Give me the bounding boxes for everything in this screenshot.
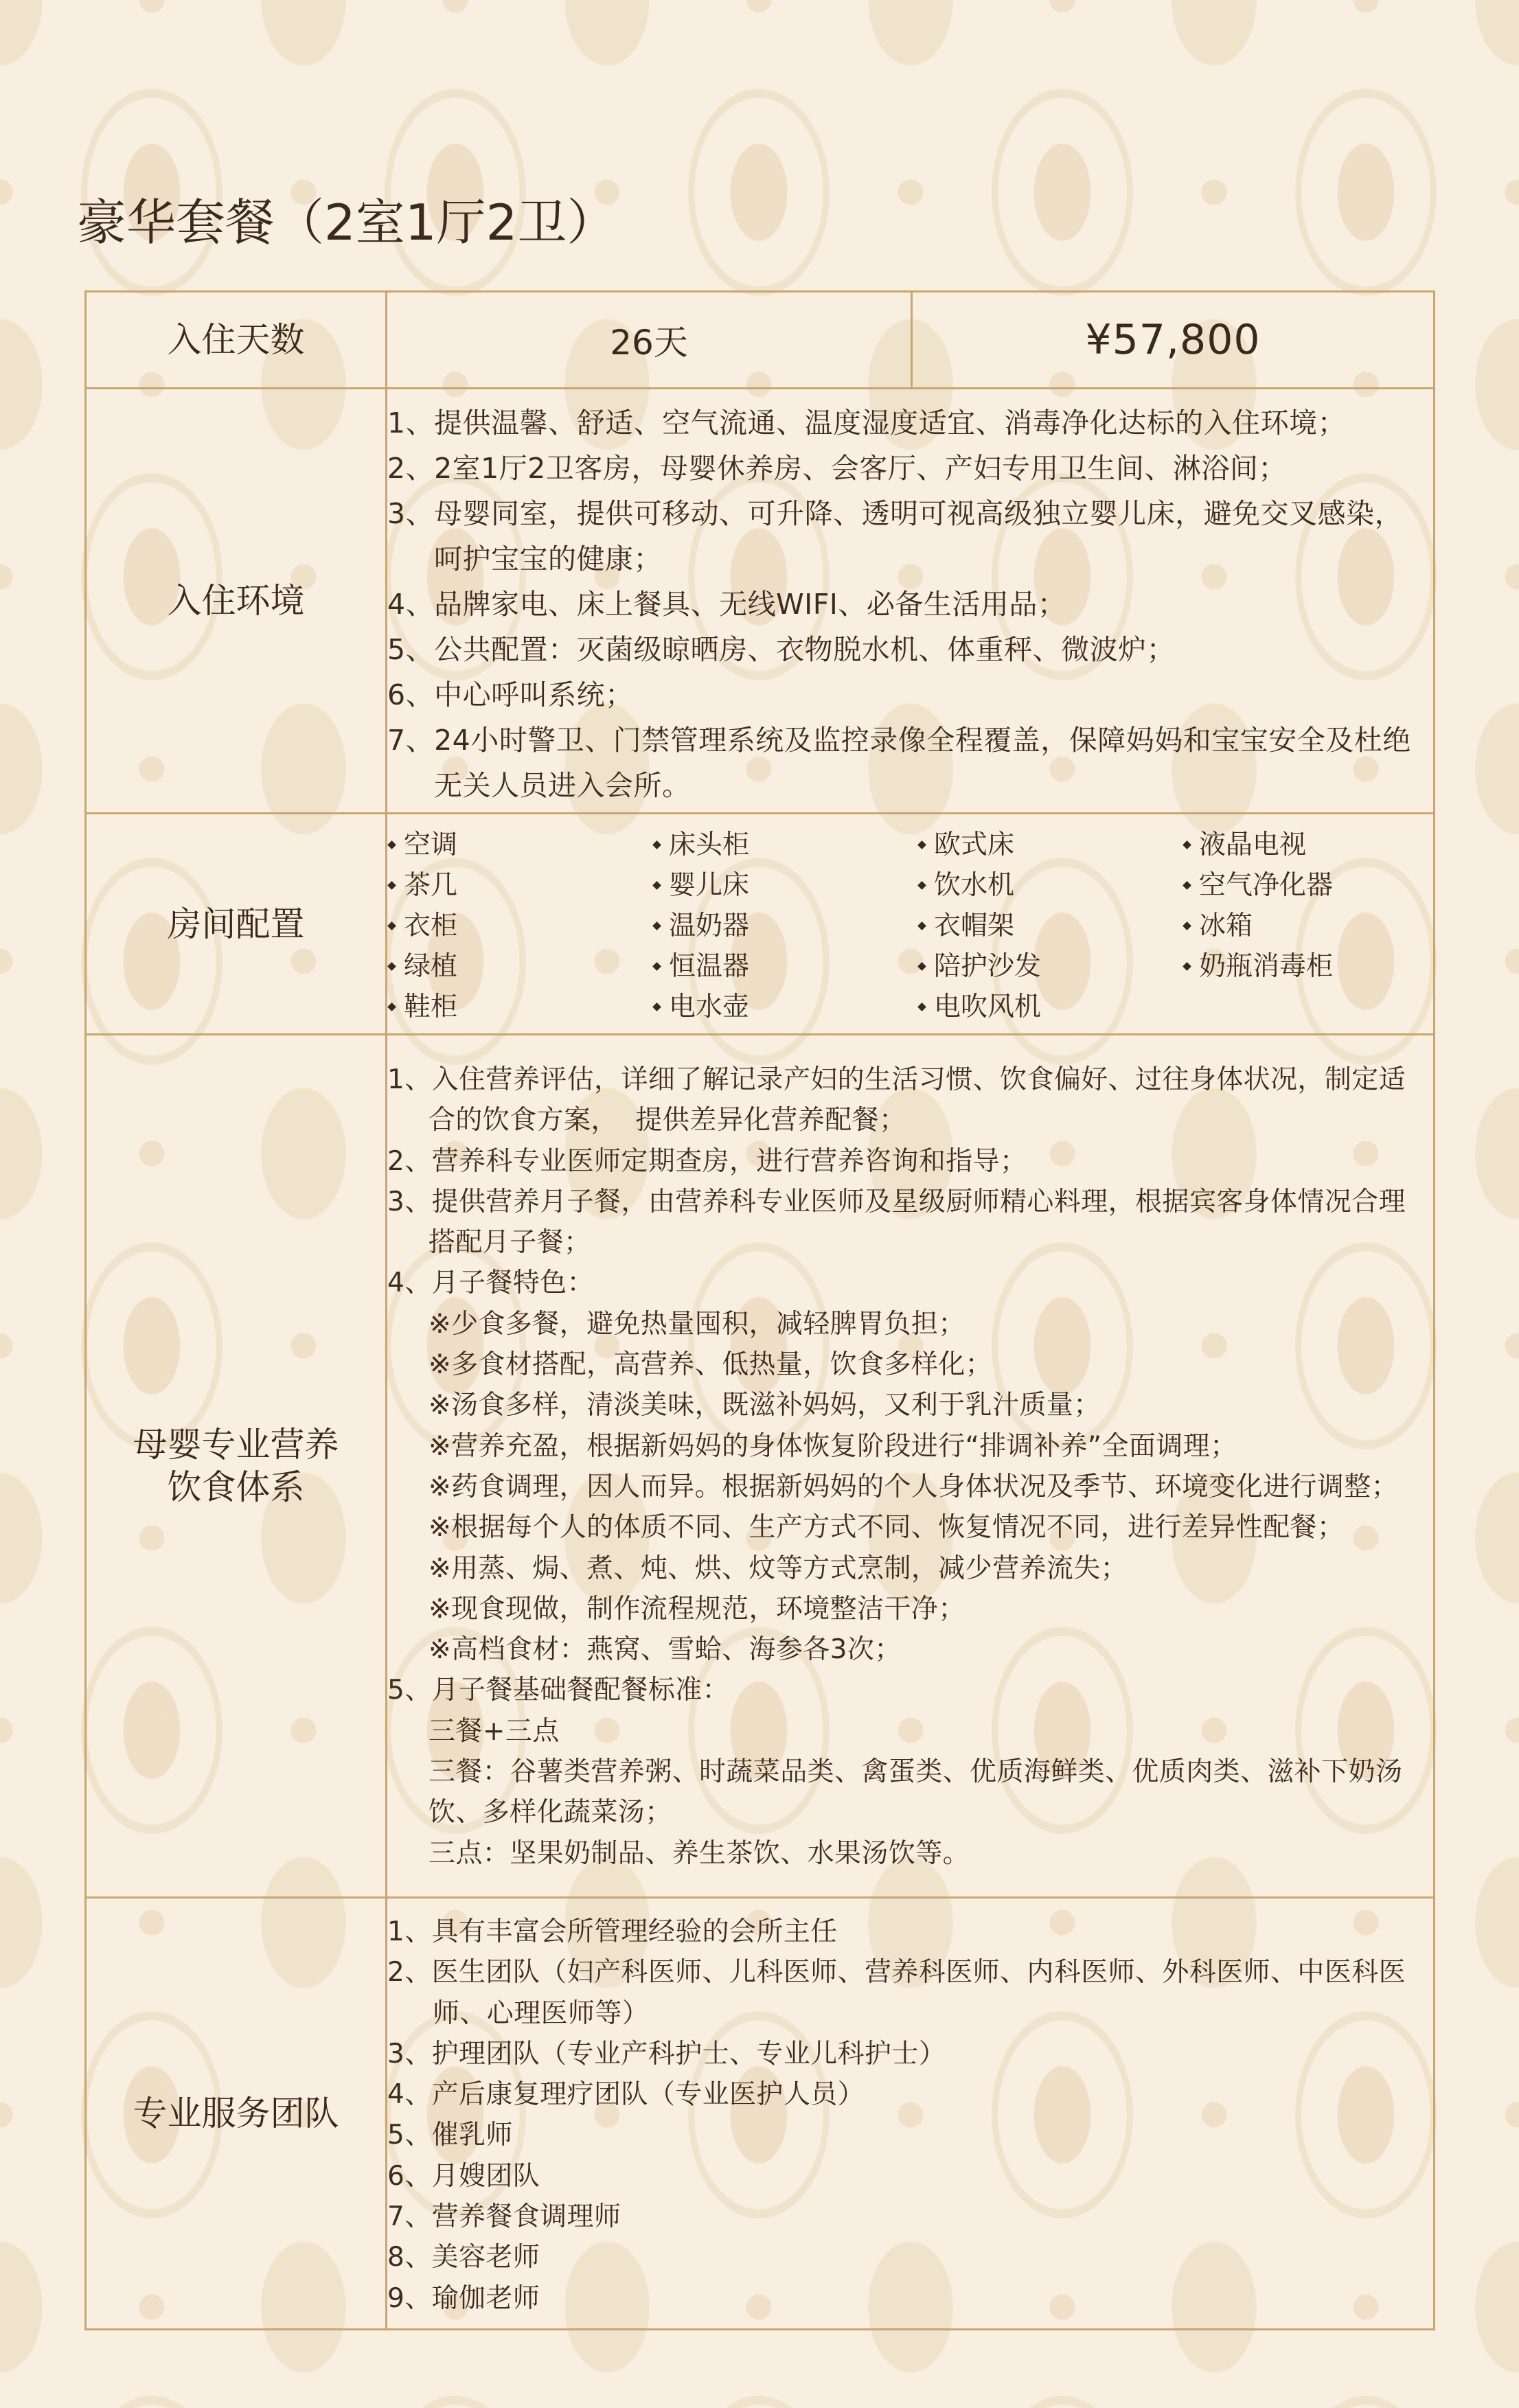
diamond-bullet-icon [387,921,396,930]
list-item [387,2278,1433,2319]
list-item-line: 三餐+三点 [429,1715,560,1747]
stay-days-label: 入住天数 [86,292,387,389]
diamond-bullet-icon [917,840,926,849]
row-room-config [86,814,1435,1035]
list-item-line: 2、营养科专业医师定期查房，进行营养咨询和指导； [387,1145,1027,1177]
room-item [917,865,1183,906]
sub-list-item [429,1344,1433,1385]
room-item-label: 茶几 [404,870,458,901]
service-team-label: 专业服务团队 [86,1898,387,2330]
list-item-line: ※营养充盈，根据新妈妈的身体恢复阶段进行“排调补养”全面调理； [429,1430,1237,1462]
nutrition-label-line: 母婴专业营养 [133,1425,339,1465]
room-item [917,987,1183,1027]
diamond-bullet-icon [1183,921,1191,930]
list-item [387,1182,1433,1263]
nutrition-label-line: 饮食体系 [167,1467,305,1507]
list-item-line: 搭配月子餐； [429,1227,591,1259]
service-team-content [387,1898,1435,2330]
list-item [387,672,1433,718]
room-item-label: 饮水机 [934,870,1015,901]
room-config-label: 房间配置 [86,814,387,1035]
list-item [387,1952,1433,2034]
list-item [387,2197,1433,2237]
diamond-bullet-icon [652,881,661,890]
list-item-line: 4、产后康复理疗团队（专业医护人员） [387,2079,865,2111]
list-item-line: ※现食现做，制作流程规范，环境整洁干净； [429,1593,966,1625]
list-item-line: 5、月子餐基础餐配餐标准： [387,1675,730,1706]
row-stay-days [86,292,1435,389]
room-item-label: 恒温器 [669,951,750,982]
list-item [387,2074,1433,2115]
list-item [387,2156,1433,2197]
diamond-bullet-icon [1183,840,1191,849]
room-item-label: 电吹风机 [934,991,1042,1022]
sub-list-item [429,1589,1433,1629]
room-item [1183,946,1448,987]
room-item-label: 冰箱 [1199,910,1253,941]
room-item [917,906,1183,946]
room-item [387,825,652,865]
diamond-bullet-icon [652,840,661,849]
sub-list-item [429,1426,1433,1467]
sub-list [387,1711,1433,1874]
sub-list-item [429,1711,1433,1752]
list-item-line: ※用蒸、焗、煮、炖、烘、炆等方式烹制，减少营养流失； [429,1552,1128,1584]
room-item [917,825,1183,865]
list-item-line: 呵护宝宝的健康； [434,542,662,575]
room-item [652,865,917,906]
list-item [387,627,1433,672]
sub-list-item [429,1833,1433,1874]
diamond-bullet-icon [917,881,926,890]
sub-list-item [429,1629,1433,1670]
diamond-bullet-icon [652,962,661,971]
room-item-label: 绿植 [404,951,458,982]
diamond-bullet-icon [387,962,396,971]
sub-list-item [429,1467,1433,1507]
list-item-line: 1、提供温馨、舒适、空气流通、温度湿度适宜、消毒净化达标的入住环境； [387,406,1347,439]
list-item-line: ※少食多餐，避免热量囤积，减轻脾胃负担； [429,1308,966,1340]
room-item [652,825,917,865]
room-config-grid [387,814,1433,1027]
list-item [387,718,1433,808]
diamond-bullet-icon [387,840,396,849]
room-item-label: 奶瓶消毒柜 [1199,951,1334,982]
room-item-label: 液晶电视 [1199,829,1307,860]
room-item-label: 鞋柜 [404,991,458,1022]
room-item-label: 空调 [404,829,458,860]
list-item-line: 7、24小时警卫、门禁管理系统及监控录像全程覆盖，保障妈妈和宝宝安全及杜绝 [387,724,1411,757]
room-config-content [387,814,1435,1035]
environment-content [387,389,1435,814]
list-item [387,2237,1433,2278]
room-item-label: 床头柜 [669,829,750,860]
room-item [652,946,917,987]
list-item-line: 8、美容老师 [387,2242,540,2273]
environment-list [387,389,1433,808]
list-item [387,1059,1433,1141]
diamond-bullet-icon [387,881,396,890]
row-service-team [86,1898,1435,2330]
list-item-line: 5、催乳师 [387,2120,513,2151]
list-item-line: 4、月子餐特色： [387,1268,595,1299]
row-nutrition [86,1035,1435,1898]
room-item-label: 陪护沙发 [934,951,1042,982]
list-item-line: 6、月嫂团队 [387,2160,540,2192]
room-item-label: 婴儿床 [669,870,750,901]
diamond-bullet-icon [652,921,661,930]
list-item-line: ※药食调理，因人而异。根据新妈妈的个人身体状况及季节、环境变化进行调整； [429,1471,1399,1502]
room-item-label: 温奶器 [669,910,750,941]
sub-list-item [429,1385,1433,1425]
list-item-line: 5、公共配置：灭菌级晾晒房、衣物脱水机、体重秤、微波炉； [387,633,1176,666]
list-item-line: ※多食材搭配，高营养、低热量，饮食多样化； [429,1349,993,1381]
list-item-line: 1、具有丰富会所管理经验的会所主任 [387,1916,838,1947]
room-item [1183,906,1448,946]
list-item-line: 6、中心呼叫系统； [387,678,634,711]
room-item-label: 空气净化器 [1199,870,1334,901]
list-item [387,1670,1433,1873]
room-item [387,906,652,946]
room-item [1183,825,1448,865]
list-item [387,582,1433,627]
list-item-line: 9、瑜伽老师 [387,2282,540,2314]
room-item [387,946,652,987]
list-item-line: 2、医生团队（妇产科医师、儿科医师、营养科医师、内科医师、外科医师、中医科医 [387,1957,1406,1988]
list-item [387,446,1433,491]
price-value: ¥57,800 [912,292,1435,389]
list-item-line: 合的饮食方案， 提供差异化营养配餐； [429,1105,906,1136]
diamond-bullet-icon [1183,881,1191,890]
diamond-bullet-icon [917,921,926,930]
diamond-bullet-icon [387,1002,396,1011]
sub-list [387,1304,1433,1671]
list-item [387,1263,1433,1670]
list-item [387,400,1433,446]
room-item [387,865,652,906]
page-title: 豪华套餐（2室1厅2卫） [77,194,617,251]
room-item-label: 衣帽架 [934,910,1015,941]
list-item-line: ※汤食多样，清淡美味，既滋补妈妈，又利于乳汁质量； [429,1390,1101,1421]
room-item-label: 欧式床 [934,829,1015,860]
room-item-label: 衣柜 [404,910,458,941]
list-item-line: 1、入住营养评估，详细了解记录产妇的生活习惯、饮食偏好、过往身体状况，制定适 [387,1064,1406,1095]
nutrition-content [387,1035,1435,1898]
list-item-line: 3、提供营养月子餐，由营养科专业医师及星级厨师精心料理，根据宾客身体情况合理 [387,1186,1406,1217]
sub-list-item [429,1304,1433,1344]
sub-list-item [429,1752,1433,1833]
list-item [387,2034,1433,2074]
sub-list-item [429,1507,1433,1548]
list-item-line: 无关人员进入会所。 [434,769,691,802]
list-item-line: 2、2室1厅2卫客房，母婴休养房、会客厅、产妇专用卫生间、淋浴间； [387,452,1287,485]
list-item-line: 三点：坚果奶制品、养生茶饮、水果汤饮等。 [429,1837,970,1869]
stay-days-value: 26天 [387,292,912,389]
row-environment [86,389,1435,814]
room-item [652,906,917,946]
environment-label: 入住环境 [86,389,387,814]
room-item-label: 电水壶 [669,991,750,1022]
service-team-list [387,1899,1433,2319]
list-item [387,1912,1433,1952]
nutrition-list [387,1035,1433,1874]
list-item-line: 师、心理医师等） [433,1997,650,2029]
list-item [387,491,1433,582]
room-item [387,987,652,1027]
list-item-line: 4、品牌家电、床上餐具、无线WIFI、必备生活用品； [387,588,1066,621]
list-item [387,1141,1433,1182]
package-table [84,290,1435,2330]
list-item [387,2115,1433,2155]
diamond-bullet-icon [652,1002,661,1011]
list-item-line: 饮、多样化蔬菜汤； [429,1797,672,1828]
table-body [86,292,1435,2330]
list-item-line: 三餐：谷薯类营养粥、时蔬菜品类、禽蛋类、优质海鲜类、优质肉类、滋补下奶汤 [429,1756,1403,1788]
list-item-line: ※根据每个人的体质不同、生产方式不同、恢复情况不同，进行差异性配餐； [429,1512,1345,1544]
list-item-line: 7、营养餐食调理师 [387,2201,621,2233]
list-item-line: 3、母婴同室，提供可移动、可升降、透明可视高级独立婴儿床，避免交叉感染， [387,497,1404,530]
room-item [652,987,917,1027]
diamond-bullet-icon [917,962,926,971]
room-item [917,946,1183,987]
nutrition-label [86,1035,387,1898]
diamond-bullet-icon [1183,962,1191,971]
sub-list-item [429,1548,1433,1589]
list-item-line: ※高档食材：燕窝、雪蛤、海参各3次； [429,1634,902,1666]
list-item-line: 3、护理团队（专业产科护士、专业儿科护士） [387,2038,946,2069]
diamond-bullet-icon [917,1002,926,1011]
room-item [1183,865,1448,906]
